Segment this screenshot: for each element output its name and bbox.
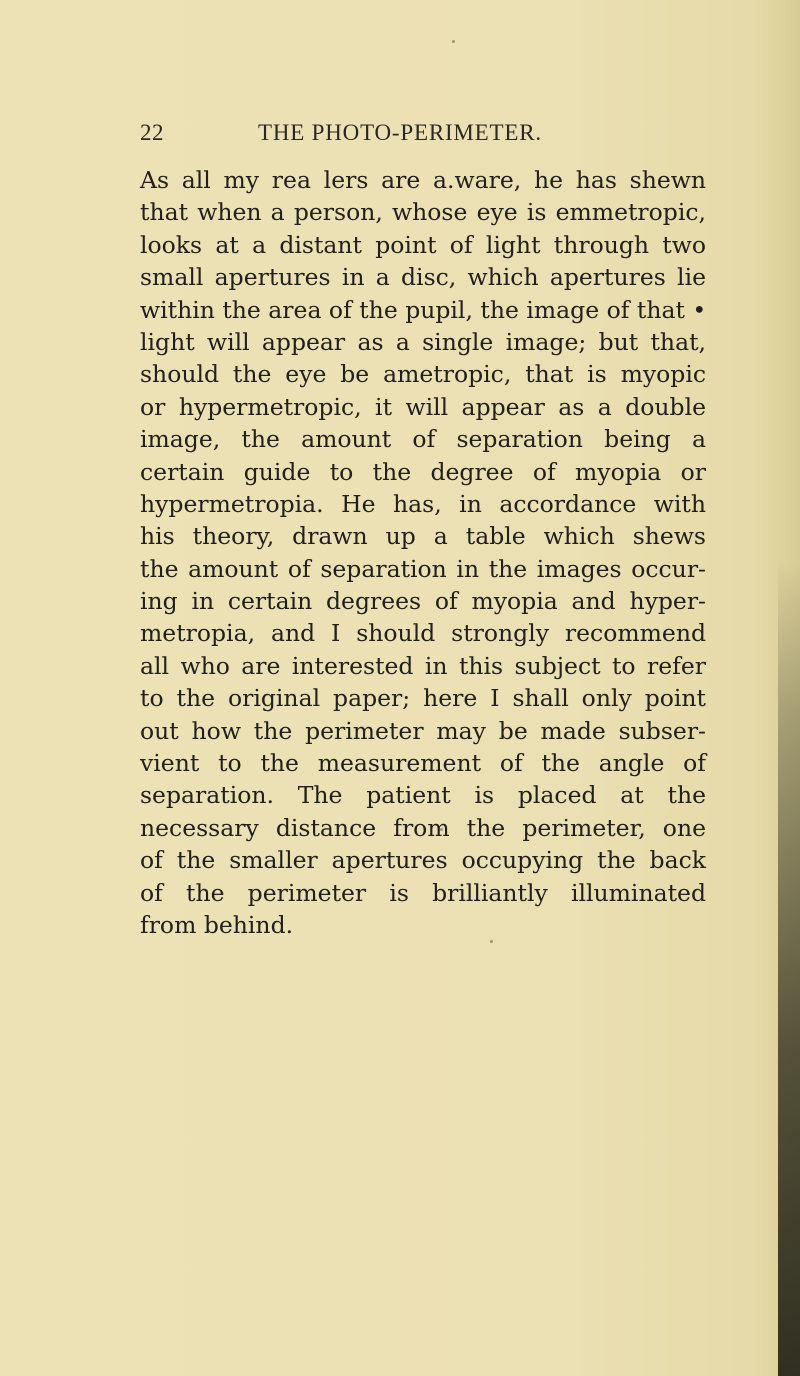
text-line: that when a person, whose eye is emmetropic, — [140, 198, 706, 227]
page-number: 22 — [140, 120, 164, 145]
text-line: his theory, drawn up a table which shews — [140, 522, 706, 551]
text-line: vient to the measurement of the angle of — [140, 749, 706, 778]
text-line: metropia, and I should strongly recommend — [140, 619, 706, 648]
page-header — [140, 120, 700, 156]
text-line: light will appear as a single image; but that, — [140, 327, 706, 356]
text-line: the amount of separation in the images occur- — [140, 554, 706, 583]
text-line: all who are interested in this subject to refer — [140, 651, 706, 680]
text-line: separation. The patient is placed at the — [140, 781, 706, 810]
text-line: or hypermetropic, it will appear as a double — [140, 392, 706, 421]
body-paragraph — [140, 164, 706, 941]
text-line: should the eye be ametropic, that is myopic — [140, 360, 706, 389]
text-line: of the smaller apertures occupying the back — [140, 846, 706, 875]
text-line: from behind. — [140, 910, 294, 939]
text-line: small apertures in a disc, which apertures lie — [140, 263, 706, 292]
text-line: within the area of the pupil, the image of that • — [140, 295, 707, 324]
text-line: looks at a distant point of light through two — [140, 230, 706, 259]
text-line: necessary distance from the perimeter, one — [140, 813, 706, 842]
text-line: As all my rea lers are a.ware, he has shewn — [140, 166, 706, 194]
text-line: to the original paper; here I shall only point — [140, 684, 706, 713]
text-line: out how the perimeter may be made subser- — [140, 716, 706, 745]
paper-speck — [452, 40, 455, 43]
text-line: certain guide to the degree of myopia or — [140, 457, 706, 486]
text-line: ing in certain degrees of myopia and hyper- — [140, 587, 706, 616]
running-head: THE PHOTO-PERIMETER. — [258, 120, 542, 145]
text-line: image, the amount of separation being a — [140, 425, 706, 454]
text-line: of the perimeter is brilliantly illuminated — [140, 878, 706, 907]
text-line: hypermetropia. He has, in accordance with — [140, 489, 706, 518]
page-edge-shadow — [778, 560, 800, 1376]
